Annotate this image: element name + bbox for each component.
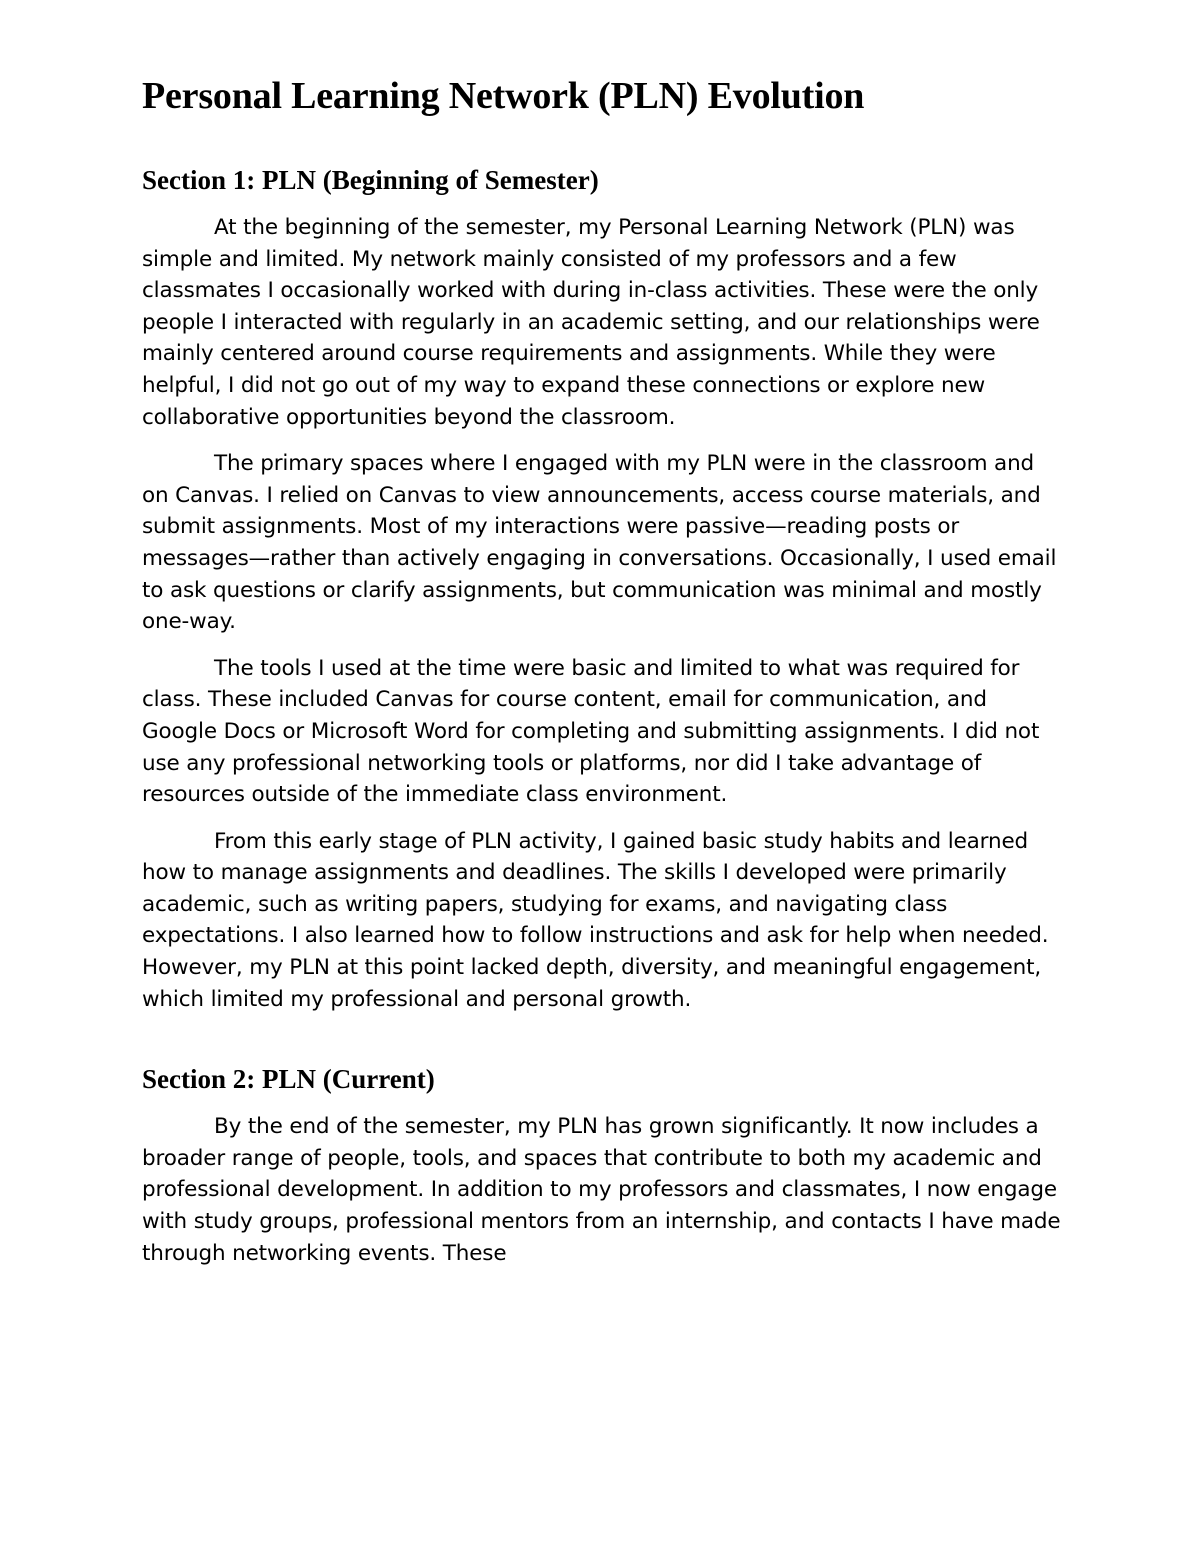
section-1-paragraph-2: The primary spaces where I engaged with my PLN were in the classroom and on Canvas. I relied on Canvas to view announcements, access course materials, and submit assignments. Most of my interactions were passive—reading posts or messages—rather than actively engaging in conversations. Occasionally, I used email to ask questions or clarify assignments, but communication was minimal and mostly one-way. — [142, 451, 1057, 635]
document-content — [142, 72, 1062, 1284]
section-1-heading: Section 1: PLN (Beginning of Semester) — [142, 165, 599, 195]
section-1-paragraph-3: The tools I used at the time were basic and limited to what was required for class. These included Canvas for course content, email for communication, and Google Docs or Microsoft Word for completing and submitting assignments. I did not use any professional networking tools or platforms, nor did I take advantage of resources outside of the immediate class environment. — [142, 655, 1040, 808]
section-1-paragraph-1: At the beginning of the semester, my Personal Learning Network (PLN) was simple and limited. My network mainly consisted of my professors and a few classmates I occasionally worked with during in-class activities. These were the only people I interacted with regularly in an academic setting, and our relationships were mainly centered around course requirements and assignments. While they were helpful, I did not go out of my way to expand these connections or explore new collaborative opportunities beyond the classroom. — [142, 215, 1040, 430]
section-2-heading: Section 2: PLN (Current) — [142, 1064, 435, 1095]
section-1-paragraph-4: From this early stage of PLN activity, I gained basic study habits and learned how to manage assignments and deadlines. The skills I developed were primarily academic, such as writing papers, studying for exams, and navigating class expectations. I also learned how to follow instructions and ask for help when needed. However, my PLN at this point lacked depth, diversity, and meaningful engagement, which limited my professional and personal growth. — [142, 828, 1049, 1012]
document-title: Personal Learning Network (PLN) Evolution — [142, 75, 865, 117]
section-2-paragraph-1: By the end of the semester, my PLN has grown significantly. It now includes a broader range of people, tools, and spaces that contribute to both my academic and professional development. In addition to my professors and classmates, I now engage with study groups, professional mentors from an internship, and contacts I have made through networking events. These — [142, 1114, 1061, 1266]
